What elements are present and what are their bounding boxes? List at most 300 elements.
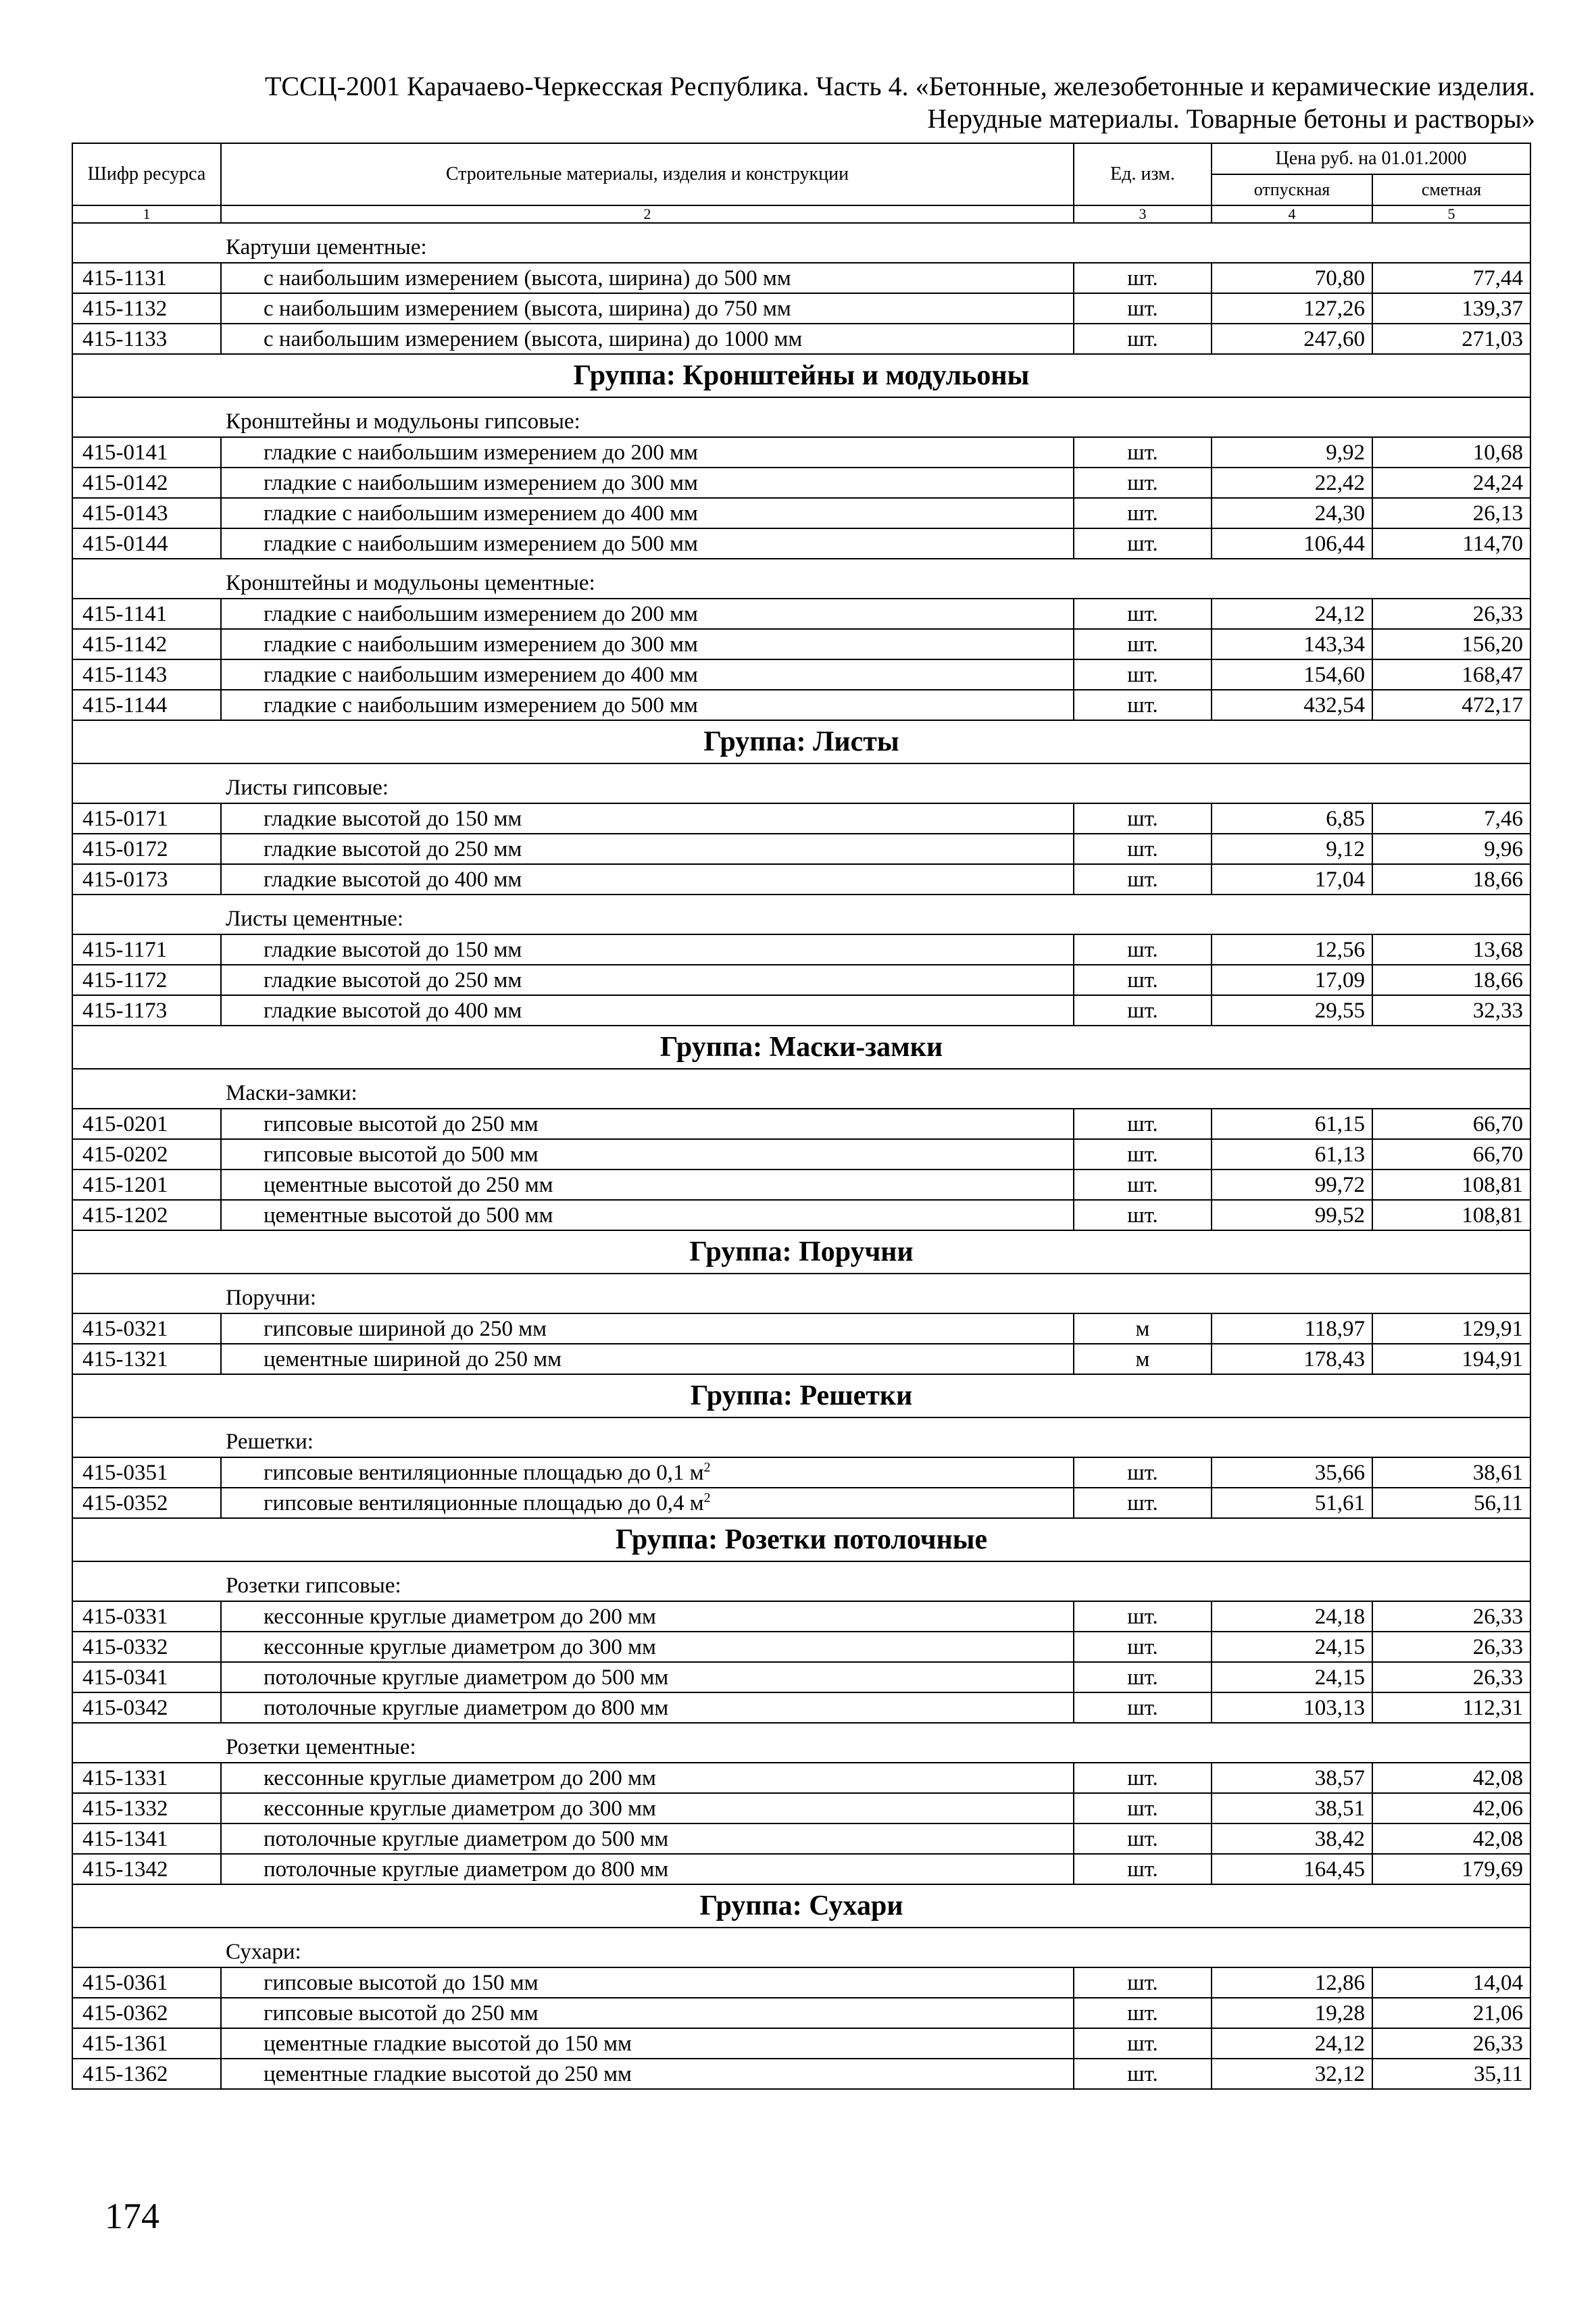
material-name <box>221 468 1074 498</box>
material-name <box>221 2028 1074 2059</box>
release-price-text: 9,12 <box>1326 836 1365 861</box>
release-price-text: 247,60 <box>1303 326 1365 351</box>
subgroup-title <box>72 223 1530 263</box>
material-name <box>221 690 1074 720</box>
release-price-text: 178,43 <box>1303 1347 1365 1372</box>
resource-code-text: 415-0143 <box>82 501 168 526</box>
estimate-price <box>1372 1313 1530 1344</box>
unit-of-measure-text: шт. <box>1127 1695 1158 1720</box>
resource-code-text: 415-1142 <box>82 632 168 657</box>
resource-code <box>72 528 221 559</box>
material-name-text: гипсовые высотой до 250 мм <box>264 1111 539 1136</box>
resource-code-text: 415-1331 <box>82 1765 168 1790</box>
unit-of-measure <box>1074 1662 1212 1692</box>
material-name-text: гипсовые вентиляционные площадью до 0,1 м <box>264 1460 704 1485</box>
estimate-price <box>1372 1763 1530 1793</box>
header-price <box>1212 143 1530 174</box>
resource-code <box>72 995 221 1026</box>
column-number: 1 <box>72 205 221 223</box>
subgroup-row <box>72 1928 1530 1967</box>
release-price-text: 70,80 <box>1314 266 1365 291</box>
estimate-price-text: 13,68 <box>1472 937 1524 962</box>
header-name <box>221 143 1074 205</box>
unit-of-measure <box>1074 1967 1212 1998</box>
material-name <box>221 1488 1074 1518</box>
resource-code-text: 415-0342 <box>82 1695 168 1720</box>
material-name <box>221 834 1074 864</box>
estimate-price-text: 14,04 <box>1472 1970 1524 1995</box>
column-number: 4 <box>1212 205 1372 223</box>
estimate-price-text: 194,91 <box>1462 1347 1524 1372</box>
resource-code <box>72 934 221 965</box>
material-name-text: гладкие с наибольшим измерением до 500 мм <box>264 531 698 556</box>
estimate-price-text: 168,47 <box>1462 662 1524 687</box>
table-row <box>72 1139 1530 1169</box>
unit-of-measure <box>1074 528 1212 559</box>
release-price-text: 118,97 <box>1304 1316 1365 1341</box>
unit-of-measure-text: шт. <box>1127 867 1158 892</box>
unit-of-measure-text: шт. <box>1127 2031 1158 2056</box>
table-row <box>72 2059 1530 2089</box>
subgroup-title <box>72 1928 1530 1967</box>
unit-of-measure-text: шт. <box>1127 2001 1158 2026</box>
table-row <box>72 1313 1530 1344</box>
material-name <box>221 599 1074 629</box>
subgroup-row <box>72 763 1530 803</box>
table-row <box>72 1169 1530 1200</box>
unit-of-measure-text: шт. <box>1127 1826 1158 1851</box>
table-row <box>72 1692 1530 1723</box>
resource-code-text: 415-1132 <box>82 296 168 321</box>
estimate-price <box>1372 834 1530 864</box>
subgroup-title-text: Розетки гипсовые: <box>226 1574 401 1598</box>
release-price <box>1212 1998 1372 2028</box>
estimate-price-text: 26,33 <box>1472 2031 1524 2056</box>
table-row <box>72 965 1530 995</box>
release-price-text: 51,61 <box>1314 1490 1365 1515</box>
material-name-text: с наибольшим измерением (высота, ширина) до 500 мм <box>264 266 791 291</box>
material-name-text: гладкие с наибольшим измерением до 200 мм <box>264 601 698 626</box>
estimate-price-text: 26,13 <box>1472 501 1524 526</box>
material-name <box>221 263 1074 293</box>
release-price <box>1212 324 1372 354</box>
material-name <box>221 324 1074 354</box>
resource-code <box>72 1601 221 1632</box>
release-price-text: 61,13 <box>1314 1142 1365 1167</box>
estimate-price <box>1372 2059 1530 2089</box>
release-price <box>1212 864 1372 895</box>
estimate-price-text: 24,24 <box>1472 470 1524 495</box>
release-price <box>1212 468 1372 498</box>
resource-code-text: 415-0351 <box>82 1460 168 1485</box>
resource-code <box>72 1632 221 1662</box>
group-title-text: Группа: Маски-замки <box>659 1032 943 1063</box>
resource-code <box>72 803 221 834</box>
table-row <box>72 690 1530 720</box>
group-title <box>72 1230 1530 1274</box>
group-title-text: Группа: Листы <box>703 726 899 757</box>
material-name-text: гипсовые высотой до 150 мм <box>264 1970 539 1995</box>
resource-code-text: 415-1173 <box>82 998 168 1023</box>
estimate-price-text: 179,69 <box>1462 1857 1524 1882</box>
subgroup-row <box>72 223 1530 263</box>
resource-code-text: 415-1144 <box>82 693 168 718</box>
resource-code <box>72 2028 221 2059</box>
estimate-price-text: 66,70 <box>1472 1142 1524 1167</box>
unit-of-measure-text: шт. <box>1127 1765 1158 1790</box>
resource-code-text: 415-0144 <box>82 531 168 556</box>
group-row <box>72 1884 1530 1928</box>
header-price-label: Цена руб. на 01.01.2000 <box>1275 148 1467 169</box>
resource-code-text: 415-0202 <box>82 1142 168 1167</box>
estimate-price-text: 156,20 <box>1462 632 1524 657</box>
unit-of-measure-text: шт. <box>1127 693 1158 718</box>
material-name <box>221 1854 1074 1884</box>
release-price <box>1212 1109 1372 1139</box>
table-row <box>72 1601 1530 1632</box>
unit-of-measure-text: шт. <box>1127 1111 1158 1136</box>
unit-of-measure-text: шт. <box>1127 440 1158 465</box>
unit-of-measure <box>1074 1601 1212 1632</box>
estimate-price-text: 7,46 <box>1484 806 1524 831</box>
release-price-text: 29,55 <box>1314 998 1365 1023</box>
estimate-price <box>1372 293 1530 324</box>
price-table <box>72 143 1531 2090</box>
release-price <box>1212 834 1372 864</box>
material-name-text: цементные высотой до 250 мм <box>264 1172 553 1197</box>
table-row <box>72 934 1530 965</box>
group-row <box>72 1374 1530 1417</box>
table-row <box>72 1793 1530 1823</box>
superscript-exponent: 2 <box>703 1459 711 1475</box>
estimate-price <box>1372 263 1530 293</box>
estimate-price <box>1372 599 1530 629</box>
resource-code <box>72 1313 221 1344</box>
group-title-text: Группа: Поручни <box>689 1236 914 1267</box>
subgroup-row <box>72 1561 1530 1601</box>
material-name-text: потолочные круглые диаметром до 800 мм <box>264 1857 669 1882</box>
material-name <box>221 1763 1074 1793</box>
unit-of-measure <box>1074 629 1212 659</box>
table-row <box>72 2028 1530 2059</box>
release-price-text: 106,44 <box>1303 531 1365 556</box>
unit-of-measure-text: шт. <box>1127 266 1158 291</box>
material-name-text: гладкие высотой до 400 мм <box>264 998 522 1023</box>
table-row <box>72 1854 1530 1884</box>
group-row <box>72 1230 1530 1274</box>
page-number: 174 <box>105 2196 159 2236</box>
material-name-text: цементные гладкие высотой до 250 мм <box>264 2061 632 2086</box>
estimate-price-text: 139,37 <box>1462 296 1524 321</box>
estimate-price <box>1372 324 1530 354</box>
subgroup-row <box>72 1417 1530 1457</box>
estimate-price-text: 26,33 <box>1472 1634 1524 1659</box>
material-name-text: кессонные круглые диаметром до 200 мм <box>264 1765 656 1790</box>
table-row <box>72 437 1530 468</box>
subgroup-row <box>72 1723 1530 1763</box>
release-price-text: 17,04 <box>1314 867 1365 892</box>
resource-code <box>72 1823 221 1854</box>
material-name <box>221 659 1074 690</box>
estimate-price <box>1372 468 1530 498</box>
column-number-row <box>72 205 1530 223</box>
unit-of-measure-text: шт. <box>1127 501 1158 526</box>
subgroup-title-text: Картуши цементные: <box>226 235 427 259</box>
release-price-text: 12,56 <box>1314 937 1365 962</box>
release-price-text: 38,51 <box>1314 1796 1365 1821</box>
material-name-text: цементные гладкие высотой до 150 мм <box>264 2031 632 2056</box>
material-name <box>221 1967 1074 1998</box>
superscript-exponent: 2 <box>703 1490 711 1505</box>
material-name-text: гипсовые шириной до 250 мм <box>264 1316 547 1341</box>
resource-code <box>72 1344 221 1374</box>
material-name-text: с наибольшим измерением (высота, ширина) до 750 мм <box>264 296 791 321</box>
estimate-price <box>1372 659 1530 690</box>
resource-code <box>72 864 221 895</box>
estimate-price <box>1372 965 1530 995</box>
unit-of-measure-text: шт. <box>1127 1857 1158 1882</box>
table-row <box>72 995 1530 1026</box>
release-price <box>1212 293 1372 324</box>
material-name <box>221 1344 1074 1374</box>
unit-of-measure <box>1074 263 1212 293</box>
material-name <box>221 803 1074 834</box>
release-price <box>1212 1662 1372 1692</box>
material-name <box>221 629 1074 659</box>
resource-code-text: 415-0361 <box>82 1970 168 1995</box>
material-name <box>221 1823 1074 1854</box>
unit-of-measure <box>1074 1793 1212 1823</box>
release-price <box>1212 1632 1372 1662</box>
subgroup-title <box>72 559 1530 599</box>
material-name <box>221 1998 1074 2028</box>
unit-of-measure <box>1074 690 1212 720</box>
resource-code-text: 415-1321 <box>82 1347 168 1372</box>
unit-of-measure <box>1074 834 1212 864</box>
resource-code <box>72 690 221 720</box>
unit-of-measure-text: шт. <box>1127 1203 1158 1228</box>
resource-code <box>72 1793 221 1823</box>
estimate-price <box>1372 437 1530 468</box>
estimate-price-text: 66,70 <box>1472 1111 1524 1136</box>
group-title-text: Группа: Розетки потолочные <box>615 1524 988 1555</box>
resource-code-text: 415-1201 <box>82 1172 168 1197</box>
estimate-price <box>1372 1169 1530 1200</box>
resource-code <box>72 2059 221 2089</box>
material-name-text: потолочные круглые диаметром до 800 мм <box>264 1695 669 1720</box>
table-row <box>72 528 1530 559</box>
unit-of-measure <box>1074 965 1212 995</box>
material-name <box>221 965 1074 995</box>
unit-of-measure-text: шт. <box>1127 1970 1158 1995</box>
unit-of-measure-text: шт. <box>1127 1604 1158 1629</box>
material-name <box>221 1139 1074 1169</box>
estimate-price-text: 26,33 <box>1472 1665 1524 1690</box>
resource-code-text: 415-1171 <box>82 937 168 962</box>
unit-of-measure-text: шт. <box>1127 662 1158 687</box>
estimate-price <box>1372 864 1530 895</box>
release-price-text: 24,30 <box>1314 501 1365 526</box>
material-name <box>221 498 1074 528</box>
document-header-line-2: Нерудные материалы. Товарные бетоны и растворы» <box>927 103 1535 134</box>
release-price-text: 99,72 <box>1314 1172 1365 1197</box>
material-name <box>221 1169 1074 1200</box>
header-code <box>72 143 221 205</box>
material-name-text: гладкие высотой до 250 мм <box>264 836 522 861</box>
group-title <box>72 1026 1530 1069</box>
resource-code <box>72 1998 221 2028</box>
subgroup-row <box>72 1274 1530 1313</box>
estimate-price <box>1372 1601 1530 1632</box>
unit-of-measure <box>1074 1109 1212 1139</box>
unit-of-measure-text: шт. <box>1127 2061 1158 2086</box>
material-name <box>221 934 1074 965</box>
estimate-price-text: 108,81 <box>1462 1203 1524 1228</box>
release-price <box>1212 934 1372 965</box>
resource-code <box>72 629 221 659</box>
release-price <box>1212 1457 1372 1488</box>
estimate-price-text: 10,68 <box>1472 440 1524 465</box>
release-price-text: 32,12 <box>1314 2061 1365 2086</box>
material-name-text: гладкие с наибольшим измерением до 400 мм <box>264 501 698 526</box>
resource-code-text: 415-1143 <box>82 662 168 687</box>
material-name-text: гипсовые высотой до 500 мм <box>264 1142 539 1167</box>
unit-of-measure <box>1074 1763 1212 1793</box>
group-row <box>72 720 1530 763</box>
release-price-text: 38,42 <box>1314 1826 1365 1851</box>
header-name-label: Строительные материалы, изделия и конструкции <box>445 164 849 184</box>
material-name-text: гладкие с наибольшим измерением до 300 мм <box>264 632 698 657</box>
release-price-text: 154,60 <box>1303 662 1365 687</box>
estimate-price-text: 26,33 <box>1472 601 1524 626</box>
table-row <box>72 1998 1530 2028</box>
document-header-line-1: ТССЦ-2001 Карачаево-Черкесская Республика. Часть 4. «Бетонные, железобетонные и керамические изделия. <box>264 71 1535 101</box>
estimate-price <box>1372 1139 1530 1169</box>
release-price-text: 164,45 <box>1303 1857 1365 1882</box>
release-price <box>1212 1692 1372 1723</box>
table-row <box>72 1109 1530 1139</box>
unit-of-measure <box>1074 1488 1212 1518</box>
material-name-text: гладкие высотой до 250 мм <box>264 967 522 992</box>
estimate-price <box>1372 528 1530 559</box>
material-name <box>221 1692 1074 1723</box>
resource-code-text: 415-1202 <box>82 1203 168 1228</box>
unit-of-measure-text: м <box>1135 1347 1150 1372</box>
release-price-text: 35,66 <box>1314 1460 1365 1485</box>
material-name <box>221 437 1074 468</box>
group-title-text: Группа: Решетки <box>690 1380 913 1411</box>
resource-code-text: 415-1361 <box>82 2031 168 2056</box>
resource-code-text: 415-0341 <box>82 1665 168 1690</box>
unit-of-measure-text: шт. <box>1127 601 1158 626</box>
unit-of-measure-text: шт. <box>1127 998 1158 1023</box>
material-name-text: гипсовые высотой до 250 мм <box>264 2001 539 2026</box>
unit-of-measure <box>1074 1692 1212 1723</box>
table-row <box>72 1457 1530 1488</box>
estimate-price-text: 42,08 <box>1472 1765 1524 1790</box>
header-unit <box>1074 143 1212 205</box>
release-price-text: 24,15 <box>1314 1665 1365 1690</box>
resource-code <box>72 1169 221 1200</box>
resource-code <box>72 1692 221 1723</box>
resource-code-text: 415-0331 <box>82 1604 168 1629</box>
estimate-price-text: 56,11 <box>1473 1490 1524 1515</box>
header-price-estimate: сметная <box>1372 174 1530 205</box>
resource-code <box>72 834 221 864</box>
material-name-text: гладкие с наибольшим измерением до 300 мм <box>264 470 698 495</box>
subgroup-title-text: Листы гипсовые: <box>226 776 389 800</box>
resource-code-text: 415-0201 <box>82 1111 168 1136</box>
release-price-text: 9,92 <box>1326 440 1365 465</box>
release-price <box>1212 437 1372 468</box>
release-price-text: 127,26 <box>1303 296 1365 321</box>
subgroup-title-text: Сухари: <box>226 1940 301 1964</box>
estimate-price-text: 42,08 <box>1472 1826 1524 1851</box>
estimate-price-text: 38,61 <box>1472 1460 1524 1485</box>
unit-of-measure-text: шт. <box>1127 632 1158 657</box>
estimate-price-text: 77,44 <box>1472 266 1524 291</box>
release-price <box>1212 1139 1372 1169</box>
release-price-text: 24,18 <box>1314 1604 1365 1629</box>
material-name-text: потолочные круглые диаметром до 500 мм <box>264 1826 669 1851</box>
resource-code <box>72 1488 221 1518</box>
material-name-text: кессонные круглые диаметром до 200 мм <box>264 1604 656 1629</box>
subgroup-title-text: Кронштейны и модульоны гипсовые: <box>226 409 580 434</box>
table-header-row <box>72 143 1530 174</box>
resource-code-text: 415-1172 <box>82 967 168 992</box>
material-name <box>221 1313 1074 1344</box>
resource-code <box>72 1109 221 1139</box>
estimate-price <box>1372 498 1530 528</box>
resource-code-text: 415-0141 <box>82 440 168 465</box>
unit-of-measure-text: шт. <box>1127 937 1158 962</box>
unit-of-measure <box>1074 498 1212 528</box>
material-name-text: гипсовые вентиляционные площадью до 0,4 м <box>264 1490 704 1515</box>
material-name <box>221 1601 1074 1632</box>
release-price-text: 24,12 <box>1314 601 1365 626</box>
subgroup-title-text: Решетки: <box>226 1430 314 1454</box>
table-row <box>72 1488 1530 1518</box>
release-price <box>1212 1823 1372 1854</box>
estimate-price-text: 35,11 <box>1473 2061 1524 2086</box>
subgroup-row <box>72 559 1530 599</box>
unit-of-measure-text: шт. <box>1127 1796 1158 1821</box>
unit-of-measure <box>1074 1139 1212 1169</box>
unit-of-measure <box>1074 599 1212 629</box>
estimate-price <box>1372 1662 1530 1692</box>
material-name-text: с наибольшим измерением (высота, ширина) до 1000 мм <box>264 326 803 351</box>
table-row <box>72 834 1530 864</box>
release-price-text: 6,85 <box>1326 806 1365 831</box>
table-row <box>72 1967 1530 1998</box>
unit-of-measure-text: м <box>1135 1316 1150 1341</box>
resource-code-text: 415-0332 <box>82 1634 168 1659</box>
resource-code <box>72 599 221 629</box>
release-price-text: 103,13 <box>1303 1695 1365 1720</box>
header-price-release: отпускная <box>1212 174 1372 205</box>
release-price <box>1212 995 1372 1026</box>
release-price <box>1212 1344 1372 1374</box>
unit-of-measure-text: шт. <box>1127 1460 1158 1485</box>
unit-of-measure <box>1074 1344 1212 1374</box>
release-price-text: 17,09 <box>1314 967 1365 992</box>
estimate-price-text: 129,91 <box>1462 1316 1524 1341</box>
release-price-text: 12,86 <box>1314 1970 1365 1995</box>
group-title <box>72 1374 1530 1417</box>
release-price <box>1212 629 1372 659</box>
resource-code <box>72 1139 221 1169</box>
subgroup-title <box>72 763 1530 803</box>
